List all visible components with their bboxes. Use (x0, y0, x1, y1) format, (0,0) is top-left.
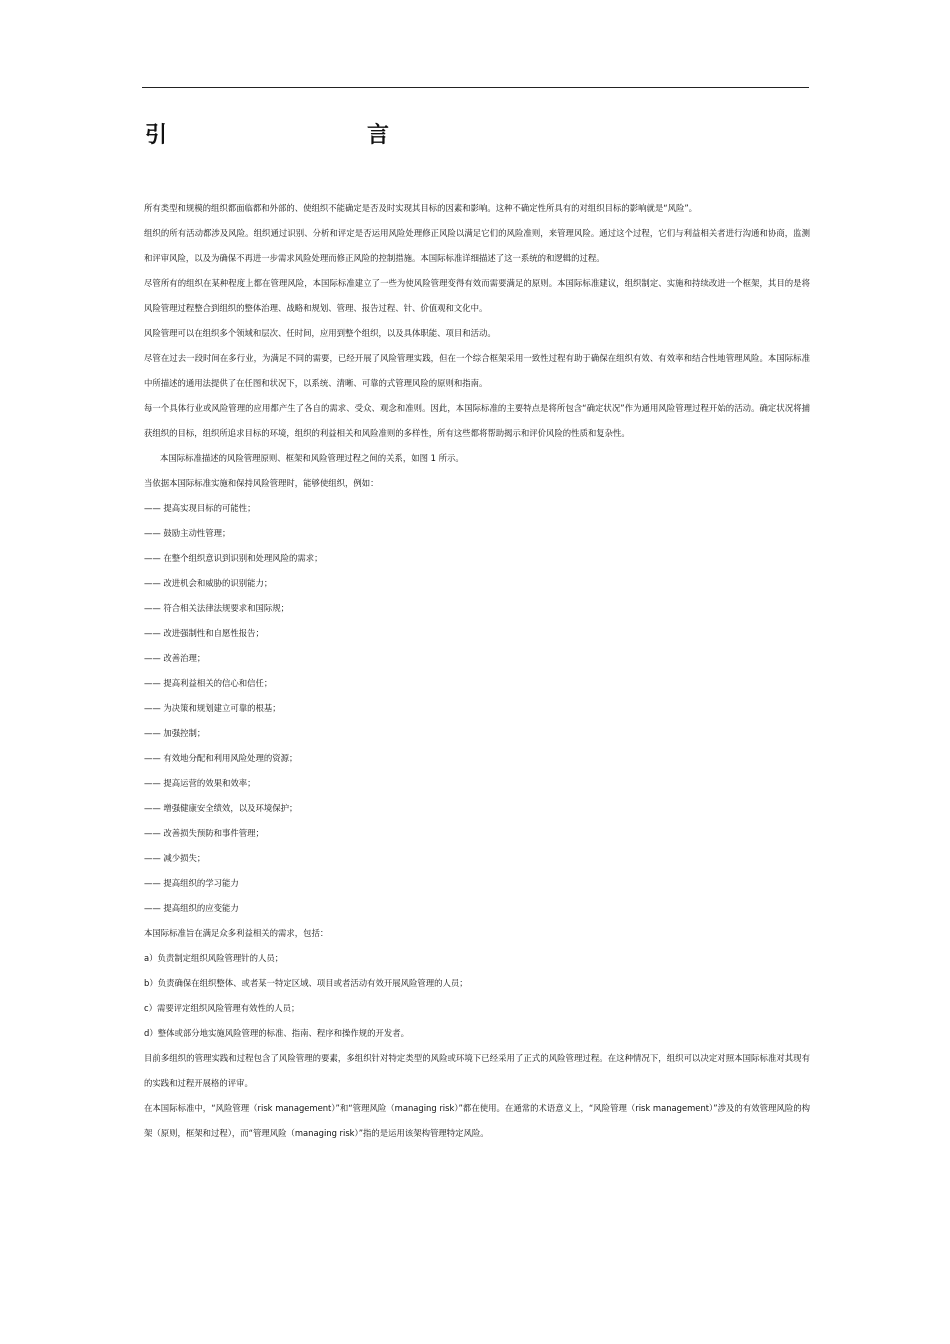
list-item: —— 加强控制； (144, 728, 206, 738)
list-item: —— 提高组织的学习能力 (144, 878, 239, 888)
list-item: —— 提高运营的效果和效率； (144, 778, 256, 788)
list-item: —— 改进机会和威胁的识别能力； (144, 578, 273, 588)
document-body (144, 196, 810, 1146)
closing-paragraph: 目前多组织的管理实践和过程包含了风险管理的要素，多组织针对特定类型的风险或环境下已经采用了正式的风险管理过程。在这种情况下，组织可以决定对照本国际标准对其现有的实践和过程开展格的评审。 (144, 1053, 810, 1088)
body-paragraph: 本国际标准描述的风险管理原则、框架和风险管理过程之间的关系，如图 1 所示。 (160, 453, 464, 463)
page-title: 引 言 (145, 122, 442, 148)
list-item: —— 改善损失预防和事件管理； (144, 828, 264, 838)
stakeholder-item: b）负责确保在组织整体、或者某一特定区域、项目或者活动有效开展风险管理的人员； (144, 978, 468, 988)
body-paragraph: 风险管理可以在组织多个领域和层次、任时间，应用到整个组织，以及具体职能、项目和活动。 (144, 328, 496, 338)
header-rule (142, 87, 809, 88)
body-paragraph: 尽管所有的组织在某种程度上都在管理风险，本国际标准建立了一些为使风险管理变得有效而需要满足的原则。本国际标准建议，组织制定、实施和持续改进一个框架，其目的是将风险管理过程整合到组织的整体治理、战略和规划、管理、报告过程、针、价值观和文化中。 (144, 278, 810, 313)
body-paragraph: 当依据本国际标准实施和保持风险管理时，能够使组织，例如： (144, 478, 379, 488)
list-item: —— 减少损失； (144, 853, 206, 863)
list-item: —— 在整个组织意识到识别和处理风险的需求； (144, 553, 323, 563)
body-paragraph: 组织的所有活动都涉及风险。组织通过识别、分析和评定是否运用风险处理修正风险以满足它们的风险准则，来管理风险。通过这个过程，它们与利益相关者进行沟通和协商，监测和评审风险，以及为确保不再进一步需求风险处理而修正风险的控制措施。本国际标准详细描述了这一系统的和逻辑的过程。 (144, 228, 810, 263)
list-item: —— 符合相关法律法规要求和国际规； (144, 603, 290, 613)
body-paragraph: 尽管在过去一段时间在多行业，为满足不同的需要，已经开展了风险管理实践，但在一个综合框架采用一致性过程有助于确保在组织有效、有效率和结合性地管理风险。本国际标准中所描述的通用法提供了在任图和状况下，以系统、清晰、可靠的式管理风险的原则和指南。 (144, 353, 810, 388)
list-item: —— 改进强制性和自愿性报告； (144, 628, 264, 638)
list-item: —— 为决策和规划建立可靠的根基； (144, 703, 281, 713)
list-item: —— 改善治理； (144, 653, 206, 663)
list-item: —— 提高组织的应变能力 (144, 903, 239, 913)
closing-paragraph: 在本国际标准中，“风险管理（risk management）”和“管理风险（managing risk）”都在使用。在通常的术语意义上，“风险管理（risk management）”涉及的有效管理风险的构架（原则，框架和过程），而“管理风险（managing risk）”指的是运用该架构管理特定风险。 (144, 1103, 810, 1138)
stakeholder-item: d）整体或部分地实施风险管理的标准、指南、程序和操作规的开发者。 (144, 1028, 409, 1038)
stakeholder-item: c）需要评定组织风险管理有效性的人员； (144, 1003, 300, 1013)
list-item: —— 增强健康安全绩效，以及环境保护； (144, 803, 298, 813)
body-paragraph: 所有类型和规模的组织都面临都和外部的、使组织不能确定是否及时实现其目标的因素和影响。这种不确定性所具有的对组织目标的影响就是“风险”。 (144, 203, 698, 213)
list-item: —— 提高实现目标的可能性； (144, 503, 256, 513)
stakeholders-intro: 本国际标准旨在满足众多利益相关的需求，包括： (144, 928, 329, 938)
list-item: —— 有效地分配和利用风险处理的资源； (144, 753, 298, 763)
stakeholder-item: a）负责制定组织风险管理针的人员； (144, 953, 284, 963)
list-item: —— 鼓励主动性管理； (144, 528, 231, 538)
list-item: —— 提高利益相关的信心和信任； (144, 678, 273, 688)
body-paragraph: 每一个具体行业或风险管理的应用都产生了各自的需求、受众、观念和准则。因此，本国际标准的主要特点是将所包含“确定状况”作为通用风险管理过程开始的活动。确定状况将捕获组织的目标，组织所追求目标的环境，组织的利益相关和风险准则的多样性，所有这些都将帮助揭示和评价风险的性质和复杂性。 (144, 403, 810, 438)
